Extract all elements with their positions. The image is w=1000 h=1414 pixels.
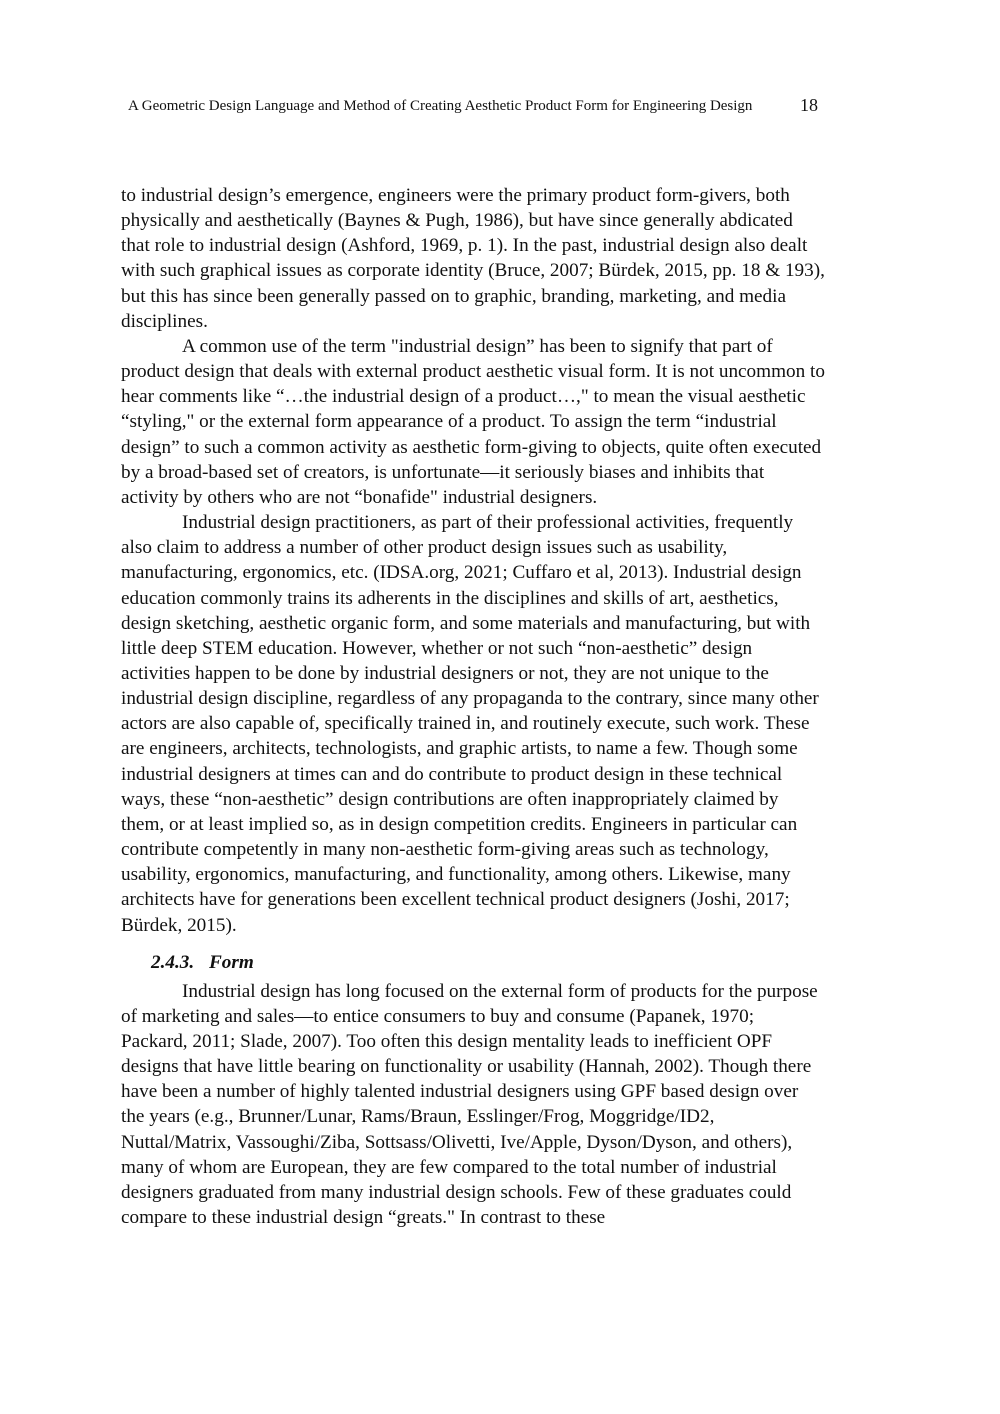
section-number: 2.4.3. — [151, 951, 195, 973]
section-heading — [121, 946, 825, 979]
body-text — [121, 183, 825, 1230]
paragraph-continuation: to industrial design’s emergence, engineers were the primary product form-givers, both physically and aesthetically (Baynes & Pugh, 1986), but have since generally abdicated that role to industrial design (Ashford, 1969, p. 1). In the past, industrial design also dealt with such graphical issues as corporate identity (Bruce, 2007; Bürdek, 2015, pp. 18 & 193), but this has since been generally passed on to graphic, branding, marketing, and media disciplines. — [121, 185, 825, 332]
paragraph: Industrial design has long focused on the external form of products for the purpose of marketing and sales—to entice consumers to buy and consume (Papanek, 1970; Packard, 2011; Slade, 2007). Too often this design mentality leads to inefficient OPF designs that have little bearing on functionality or usability (Hannah, 2002). Though there have been a number of highly talented industrial designers using GPF based design over the years (e.g., Brunner/Lunar, Rams/Braun, Esslinger/Frog, Moggridge/ID2, Nuttal/Matrix, Vassoughi/Ziba, Sottsass/Olivetti, Ive/Apple, Dyson/Dyson, and others), many of whom are European, they are few compared to the total number of industrial designers graduated from many industrial design schools. Few of these graduates could compare to these industrial design “greats." In contrast to these — [121, 980, 818, 1229]
section-title: Form — [209, 951, 254, 973]
paragraph: A common use of the term "industrial design” has been to signify that part of product design that deals with external product aesthetic visual form. It is not uncommon to hear comments like “…the industrial design of a product…," to mean the visual aesthetic “styling," or the external form appearance of a product. To assign the term “industrial design” to such a common activity as aesthetic form-giving to objects, quite often executed by a broad-based set of creators, is unfortunate—it seriously biases and inhibits that activity by others who are not “bonafide" industrial designers. — [121, 335, 825, 508]
running-title: A Geometric Design Language and Method of Creating Aesthetic Product Form for Engineering Design — [128, 98, 753, 114]
paragraph: Industrial design practitioners, as part of their professional activities, frequently also claim to address a number of other product design issues such as usability, manufacturing, ergonomics, etc. (IDSA.org, 2021; Cuffaro et al, 2013). Industrial design education commonly trains its adherents in the disciplines and skills of art, aesthetics, design sketching, aesthetic organic form, and some materials and manufacturing, but with little deep STEM education. However, whether or not such “non-aesthetic” design activities happen to be done by industrial designers or not, they are not unique to the industrial design discipline, regardless of any propaganda to the contrary, since many other actors are also capable of, specifically trained in, and routinely execute, such work. These are engineers, architects, technologists, and graphic artists, to name a few. Though some industrial designers at times can and do contribute to product design in these technical ways, these “non-aesthetic” design contributions are often inappropriately claimed by them, or at least implied so, as in design competition credits. Engineers in particular can contribute competently in many non-aesthetic form-giving areas such as technology, usability, ergonomics, manufacturing, and functionality, among others. Likewise, many architects have for generations been excellent technical product designers (Joshi, 2017; Bürdek, 2015). — [121, 512, 819, 936]
page-number: 18 — [800, 95, 818, 115]
